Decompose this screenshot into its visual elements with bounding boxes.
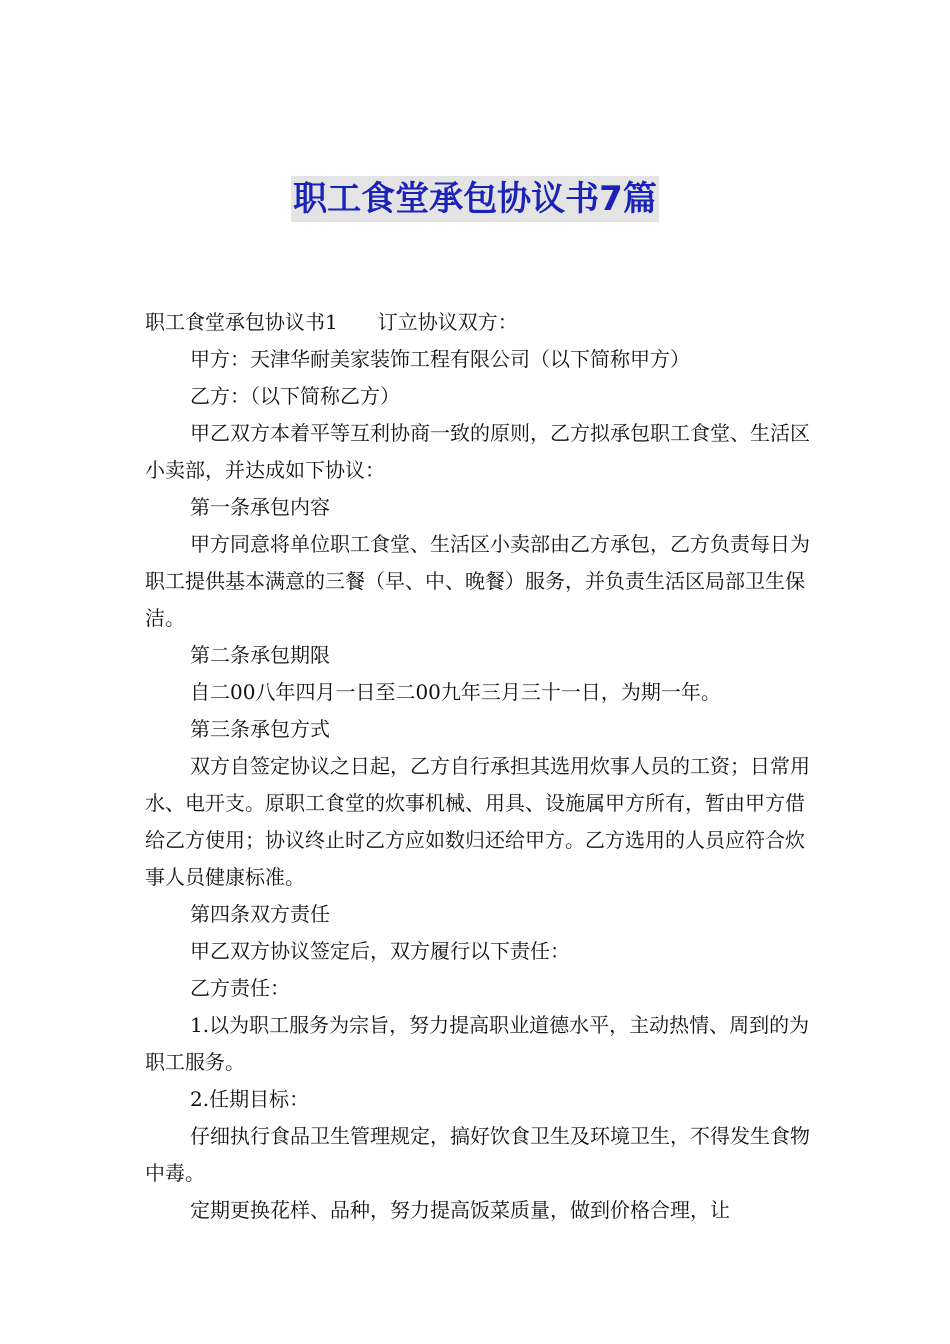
party-b-duties-heading: 乙方责任： xyxy=(190,976,290,1000)
intro-heading: 职工食堂承包协议书1 xyxy=(145,310,338,334)
article-4-intro: 甲乙双方协议签定后，双方履行以下责任： xyxy=(190,939,570,963)
article-3-paragraph: 双方自签定协议之日起，乙方自行承担其选用炊事人员的工资；日常用水、电开支。原职工食堂的炊事机械、用具、设施属甲方所有，暂由甲方借给乙方使用；协议终止时乙方应如数归还给甲方。乙方选用的人员应符合炊事人员健康标准。 xyxy=(145,754,810,889)
title-block xyxy=(0,176,950,222)
duty-item-2: 2.任期目标： xyxy=(190,1087,310,1111)
article-3-heading: 第三条承包方式 xyxy=(190,717,330,741)
document-title: 职工食堂承包协议书7篇 xyxy=(291,176,659,222)
preamble-paragraph: 甲乙双方本着平等互利协商一致的原则，乙方拟承包职工食堂、生活区小卖部，并达成如下协议： xyxy=(145,421,810,482)
article-1-heading: 第一条承包内容 xyxy=(190,495,330,519)
intro-text: 订立协议双方： xyxy=(377,310,518,334)
article-2-paragraph: 自二00八年四月一日至二00九年三月三十一日，为期一年。 xyxy=(190,680,721,704)
hygiene-paragraph: 仔细执行食品卫生管理规定，搞好饮食卫生及环境卫生，不得发生食物中毒。 xyxy=(145,1124,810,1185)
intro-line xyxy=(145,304,810,341)
party-b: 乙方：（以下简称乙方） xyxy=(190,384,400,408)
article-1-paragraph: 甲方同意将单位职工食堂、生活区小卖部由乙方承包，乙方负责每日为职工提供基本满意的三餐（早、中、晚餐）服务，并负责生活区局部卫生保洁。 xyxy=(145,532,810,630)
document-body xyxy=(145,304,810,1229)
menu-paragraph: 定期更换花样、品种，努力提高饭菜质量，做到价格合理，让 xyxy=(190,1198,730,1222)
article-2-heading: 第二条承包期限 xyxy=(190,643,330,667)
article-4-heading: 第四条双方责任 xyxy=(190,902,330,926)
party-a: 甲方：天津华耐美家装饰工程有限公司（以下简称甲方） xyxy=(190,347,690,371)
duty-item-1: 1.以为职工服务为宗旨，努力提高职业道德水平，主动热情、周到的为职工服务。 xyxy=(145,1013,810,1074)
